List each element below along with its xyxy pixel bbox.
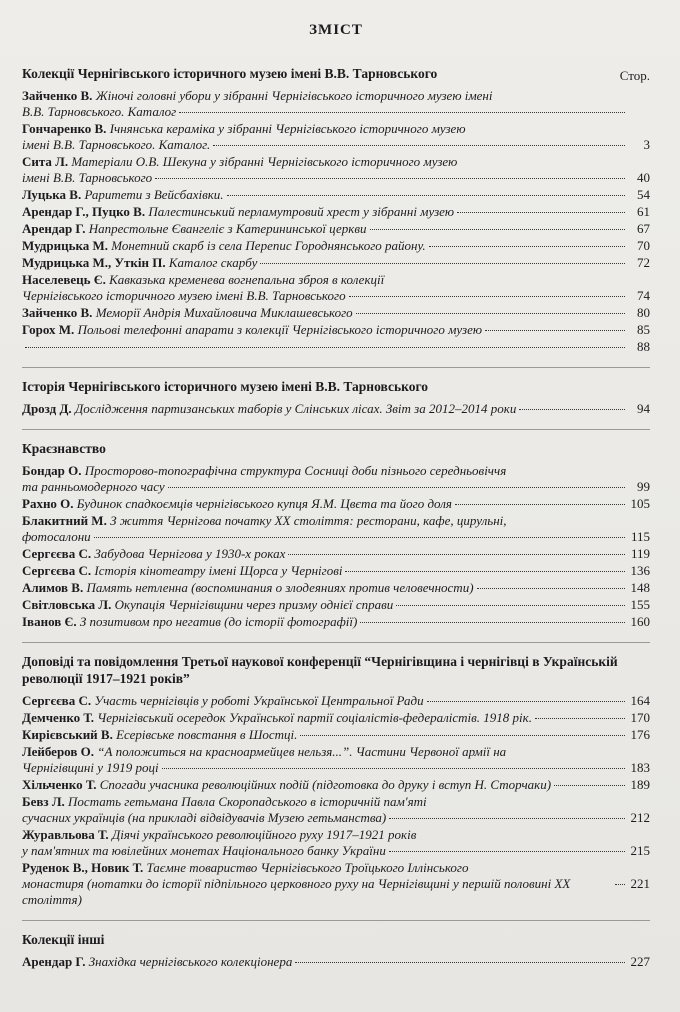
toc-entry[interactable] bbox=[22, 463, 650, 495]
toc-body bbox=[22, 65, 650, 970]
toc-entry-line bbox=[22, 401, 650, 417]
toc-entry-text bbox=[22, 121, 465, 137]
entry-author: Сергєєва С. bbox=[22, 563, 92, 578]
entry-page-number: 99 bbox=[637, 479, 650, 494]
dot-leader bbox=[360, 622, 625, 623]
entry-page-number: 85 bbox=[637, 322, 650, 337]
entry-title: Меморії Андрія Михайловича Миклашевського bbox=[95, 305, 353, 320]
entry-title: Палестинський перламутровий хрест у зібранні музею bbox=[148, 204, 455, 219]
toc-section bbox=[22, 440, 650, 630]
entry-title: Постать гетьмана Павла Скоропадського в історичній пам'яті bbox=[68, 794, 427, 809]
toc-entry[interactable] bbox=[22, 546, 650, 562]
toc-entry-text bbox=[22, 187, 224, 203]
dot-leader bbox=[389, 818, 625, 819]
toc-entry-text bbox=[22, 777, 551, 793]
dot-leader bbox=[455, 504, 625, 505]
entry-title: Спогади учасника революційних подій (підготовка до друку і вступ Н. Сторчаки) bbox=[99, 777, 552, 792]
toc-entry[interactable] bbox=[22, 322, 650, 338]
entry-page-number: 40 bbox=[637, 170, 650, 185]
dot-leader bbox=[427, 701, 625, 702]
entry-title: Будинок спадкоємців чернігівського купця Я.М. Цвєта та його доля bbox=[76, 496, 452, 511]
toc-entry[interactable] bbox=[22, 401, 650, 417]
entry-title: Ічнянська кераміка у зібранні Чернігівського історичного музею bbox=[109, 121, 466, 136]
entry-title: Память нетленна (воспоминания о злодеяниях против человечности) bbox=[86, 580, 474, 595]
entry-author: Лейберов О. bbox=[22, 744, 94, 759]
dot-leader bbox=[349, 296, 625, 297]
entry-page-number: 183 bbox=[630, 760, 650, 775]
entry-title: З позитивом про негатив (до історії фотографії) bbox=[79, 614, 358, 629]
entry-page-number: 221 bbox=[630, 876, 650, 891]
section-heading bbox=[22, 378, 650, 395]
entry-author: Журавльова Т. bbox=[22, 827, 109, 842]
toc-entry-line bbox=[22, 305, 650, 321]
dot-leader bbox=[389, 851, 625, 852]
toc-entry-text bbox=[22, 860, 469, 876]
toc-entry[interactable] bbox=[22, 272, 650, 304]
toc-entry-line bbox=[22, 221, 650, 237]
entry-title: Участь чернігівців у роботі Української Центральної Ради bbox=[94, 693, 424, 708]
entry-title: Жіночі головні убори у зібранні Чернігівського історичного музею імені bbox=[95, 88, 493, 103]
toc-entry-line bbox=[22, 727, 650, 743]
toc-entry[interactable] bbox=[22, 597, 650, 613]
entry-title-continuation: імені В.В. Тарновського bbox=[22, 170, 153, 185]
section-divider bbox=[22, 367, 650, 368]
entry-title: Монетний скарб із села Перепис Городнянського району. bbox=[111, 238, 426, 253]
entry-page-number: 215 bbox=[630, 843, 650, 858]
entry-page-number: 155 bbox=[630, 597, 650, 612]
entry-title-continuation: монастиря (нотатки до історії підпільного церковного руху на Чернігівщині у першій половині XX століття) bbox=[22, 876, 571, 907]
entry-title: Історія кінотеатру імені Щорса у Чернігові bbox=[94, 563, 343, 578]
entry-author: Сита Л. bbox=[22, 154, 69, 169]
toc-entry-text bbox=[22, 827, 416, 843]
toc-entry[interactable] bbox=[22, 513, 650, 545]
toc-entry-line bbox=[22, 104, 650, 120]
dot-leader bbox=[356, 313, 625, 314]
section-heading-text: Краєзнавство bbox=[22, 441, 106, 456]
toc-entry-text bbox=[22, 513, 507, 529]
toc-entry-line bbox=[22, 777, 650, 793]
toc-entry-line bbox=[22, 597, 650, 613]
toc-entry[interactable] bbox=[22, 827, 650, 859]
dot-leader bbox=[300, 735, 625, 736]
dot-leader bbox=[168, 487, 625, 488]
toc-entry[interactable] bbox=[22, 154, 650, 186]
toc-entry-line bbox=[22, 876, 650, 908]
entry-author: Арендар Г. bbox=[22, 954, 86, 969]
entry-title: Чернігівський осередок Української партії соціалістів-федералістів. 1918 рік. bbox=[97, 710, 532, 725]
dot-leader bbox=[535, 718, 625, 719]
toc-entry-text bbox=[22, 744, 506, 760]
toc-entry-line bbox=[22, 121, 650, 137]
section-heading-text: Історія Чернігівського історичного музею імені В.В. Тарновського bbox=[22, 379, 428, 394]
toc-entry-line bbox=[22, 580, 650, 596]
toc-entry-text bbox=[22, 272, 384, 288]
toc-section bbox=[22, 65, 650, 355]
toc-entry-line bbox=[22, 479, 650, 495]
toc-entry-line bbox=[22, 827, 650, 843]
entry-page-number: 170 bbox=[630, 710, 650, 725]
entry-author: Руденок В., Новик Т. bbox=[22, 860, 144, 875]
toc-entry[interactable] bbox=[22, 954, 650, 970]
toc-entry-text bbox=[22, 597, 393, 613]
toc-entry-line bbox=[22, 137, 650, 153]
page-title: ЗМІСТ bbox=[309, 22, 363, 38]
toc-entry[interactable] bbox=[22, 693, 650, 709]
toc-entry[interactable] bbox=[22, 255, 650, 271]
entry-author: Луцька В. bbox=[22, 187, 82, 202]
entry-author: Рахно О. bbox=[22, 496, 74, 511]
dot-leader bbox=[554, 785, 625, 786]
toc-entry[interactable] bbox=[22, 305, 650, 321]
toc-entry-line bbox=[22, 187, 650, 203]
entry-title: Раритети з Вейсбахівки. bbox=[84, 187, 224, 202]
toc-entry-line bbox=[22, 693, 650, 709]
entry-title: Польові телефонні апарати з колекції Чернігівського історичного музею bbox=[77, 322, 483, 337]
toc-entry-text bbox=[22, 88, 492, 104]
entry-title-continuation: фотосалони bbox=[22, 529, 91, 544]
toc-entry-line bbox=[22, 810, 650, 826]
toc-entry-line bbox=[22, 563, 650, 579]
toc-entry-text bbox=[22, 563, 342, 579]
dot-leader bbox=[288, 554, 625, 555]
entry-page-number: 67 bbox=[637, 221, 650, 236]
toc-entry-text bbox=[22, 305, 353, 321]
toc-entry-line bbox=[22, 546, 650, 562]
dot-leader bbox=[396, 605, 625, 606]
toc-entry[interactable] bbox=[22, 339, 650, 355]
entry-author: Зайченко В. bbox=[22, 305, 93, 320]
toc-entry-text bbox=[22, 255, 257, 271]
dot-leader bbox=[213, 145, 625, 146]
entry-page-number: 164 bbox=[630, 693, 650, 708]
toc-entry[interactable] bbox=[22, 496, 650, 512]
toc-entry[interactable] bbox=[22, 238, 650, 254]
entry-author: Іванов Є. bbox=[22, 614, 77, 629]
toc-entry[interactable] bbox=[22, 860, 650, 908]
toc-entry-line bbox=[22, 255, 650, 271]
dot-leader bbox=[485, 330, 625, 331]
entry-title: Просторово-топографічна структура Сосниці доби пізнього середньовіччя bbox=[84, 463, 507, 478]
toc-entry-text bbox=[22, 727, 297, 743]
dot-leader bbox=[162, 768, 625, 769]
entry-title-continuation: імені В.В. Тарновського. Каталог. bbox=[22, 137, 211, 152]
toc-entry-line bbox=[22, 204, 650, 220]
entry-title: Дослідження партизанських таборів у Слінських лісах. Звіт за 2012–2014 роки bbox=[74, 401, 517, 416]
entry-page-number: 72 bbox=[637, 255, 650, 270]
dot-leader bbox=[94, 537, 625, 538]
toc-entry-text bbox=[22, 546, 285, 562]
entry-page-number: 176 bbox=[630, 727, 650, 742]
toc-entry-line bbox=[22, 529, 650, 545]
entry-page-number: 160 bbox=[630, 614, 650, 629]
entry-page-number: 74 bbox=[637, 288, 650, 303]
entry-title: Каталог скарбу bbox=[168, 255, 258, 270]
toc-entry[interactable] bbox=[22, 727, 650, 743]
entry-author: Хільченко Т. bbox=[22, 777, 97, 792]
entry-page-number: 227 bbox=[630, 954, 650, 969]
entry-author: Арендар Г. bbox=[22, 221, 86, 236]
entry-author: Гончаренко В. bbox=[22, 121, 107, 136]
entry-author: Демченко Т. bbox=[22, 710, 95, 725]
entry-author: Блакитний М. bbox=[22, 513, 107, 528]
toc-entry-line bbox=[22, 288, 650, 304]
toc-entry[interactable] bbox=[22, 580, 650, 596]
entry-author: Світловська Л. bbox=[22, 597, 112, 612]
section-heading bbox=[22, 653, 650, 687]
toc-entry-text bbox=[22, 614, 357, 630]
toc-entry-text bbox=[22, 221, 367, 237]
toc-entry-line bbox=[22, 463, 650, 479]
dot-leader bbox=[519, 409, 625, 410]
toc-entry-line bbox=[22, 170, 650, 186]
toc-entry[interactable] bbox=[22, 88, 650, 120]
toc-entry-text bbox=[22, 463, 506, 479]
entry-page-number: 212 bbox=[630, 810, 650, 825]
entry-author: Арендар Г., Пуцко В. bbox=[22, 204, 146, 219]
section-heading-text: Колекції інші bbox=[22, 932, 105, 947]
toc-entry-line bbox=[22, 88, 650, 104]
entry-title-continuation: В.В. Тарновського. Каталог bbox=[22, 104, 177, 119]
entry-author: Дрозд Д. bbox=[22, 401, 72, 416]
entry-title: Напрестольне Євангеліє з Катерининської церкви bbox=[88, 221, 367, 236]
toc-entry-line bbox=[22, 238, 650, 254]
toc-entry[interactable] bbox=[22, 221, 650, 237]
dot-leader bbox=[615, 884, 625, 885]
entry-title: Есерівське повстання в Шостці. bbox=[116, 727, 298, 742]
dot-leader bbox=[457, 212, 625, 213]
toc-section bbox=[22, 653, 650, 908]
toc-entry-text bbox=[22, 794, 427, 810]
toc-entry-line bbox=[22, 322, 650, 338]
toc-entry-text bbox=[22, 322, 482, 338]
section-heading bbox=[22, 931, 650, 948]
entry-title: Матеріали О.В. Шекуна у зібранні Чернігівського історичного музею bbox=[71, 154, 458, 169]
entry-title-continuation: Чернігівщині у 1919 році bbox=[22, 760, 159, 775]
toc-entry-text bbox=[22, 954, 292, 970]
entry-page-number: 80 bbox=[637, 305, 650, 320]
entry-author: Алимов В. bbox=[22, 580, 84, 595]
entry-title: Окупація Чернігівщини через призму однієї справи bbox=[114, 597, 394, 612]
entry-title: Кавказька кременева вогнепальна зброя в колекції bbox=[109, 272, 385, 287]
toc-entry[interactable] bbox=[22, 777, 650, 793]
toc-entry-line bbox=[22, 272, 650, 288]
entry-title-continuation: у пам'ятних та ювілейних монетах Національного банку України bbox=[22, 843, 386, 858]
dot-leader bbox=[345, 571, 625, 572]
entry-title-continuation: та ранньомодерного часу bbox=[22, 479, 165, 494]
entry-page-number: 189 bbox=[630, 777, 650, 792]
toc-entry-line bbox=[22, 843, 650, 859]
entry-author: Населевець Є. bbox=[22, 272, 106, 287]
section-divider bbox=[22, 642, 650, 643]
entry-author: Мудрицька М. bbox=[22, 238, 109, 253]
entry-page-number: 70 bbox=[637, 238, 650, 253]
section-heading bbox=[22, 440, 650, 457]
toc-entry[interactable] bbox=[22, 794, 650, 826]
toc-entry[interactable] bbox=[22, 204, 650, 220]
toc-entry-line bbox=[22, 339, 650, 355]
entry-author: Бевз Л. bbox=[22, 794, 65, 809]
entry-title-continuation: Чернігівського історичного музею імені В.В. Тарновського bbox=[22, 288, 346, 303]
entry-title-continuation: сучасних українців (на прикладі відвідувачів Музею гетьманства) bbox=[22, 810, 387, 825]
toc-entry-line bbox=[22, 744, 650, 760]
dot-leader bbox=[370, 229, 625, 230]
entry-page-number: 88 bbox=[637, 339, 650, 354]
section-divider bbox=[22, 429, 650, 430]
toc-entry-line bbox=[22, 760, 650, 776]
section-heading-text: Доповіді та повідомлення Третьої наукової конференції “Чернігівщина і чернігівці в Українській революції 1917–1921 років” bbox=[22, 654, 618, 686]
toc-entry[interactable] bbox=[22, 563, 650, 579]
entry-author: Зайченко В. bbox=[22, 88, 93, 103]
entry-title: З життя Чернігова початку XX століття: ресторани, кафе, цирульні, bbox=[110, 513, 507, 528]
toc-entry-line bbox=[22, 496, 650, 512]
entry-page-number: 136 bbox=[630, 563, 650, 578]
dot-leader bbox=[25, 347, 625, 348]
dot-leader bbox=[477, 588, 625, 589]
section-heading-text: Колекції Чернігівського історичного музею імені В.В. Тарновського bbox=[22, 66, 438, 81]
toc-section bbox=[22, 378, 650, 417]
toc-entry-text bbox=[22, 693, 424, 709]
toc-section bbox=[22, 931, 650, 970]
toc-entry-text bbox=[22, 401, 516, 417]
entry-author: Бондар О. bbox=[22, 463, 82, 478]
toc-entry-line bbox=[22, 710, 650, 726]
entry-page-number: 105 bbox=[630, 496, 650, 511]
toc-entry[interactable] bbox=[22, 614, 650, 630]
entry-title: “А положиться на красноармейцев нельзя...”. Частини Червоної армії на bbox=[97, 744, 507, 759]
toc-entry-text bbox=[22, 496, 452, 512]
entry-title: Знахідка чернігівського колекціонера bbox=[88, 954, 293, 969]
dot-leader bbox=[295, 962, 625, 963]
entry-author: Сергєєва С. bbox=[22, 693, 92, 708]
entry-author: Кирієвський В. bbox=[22, 727, 113, 742]
entry-page-number: 3 bbox=[643, 137, 650, 152]
toc-entry-text bbox=[22, 204, 454, 220]
entry-page-number: 94 bbox=[637, 401, 650, 416]
dot-leader bbox=[429, 246, 625, 247]
entry-author: Горох М. bbox=[22, 322, 75, 337]
toc-entry[interactable] bbox=[22, 744, 650, 776]
dot-leader bbox=[260, 263, 625, 264]
toc-entry-line bbox=[22, 954, 650, 970]
toc-entry[interactable] bbox=[22, 187, 650, 203]
entry-title: Забудова Чернігова у 1930-х роках bbox=[94, 546, 286, 561]
page-column-label: Стор. bbox=[619, 68, 650, 83]
entry-title: Таємне товариство Чернігівського Троїцького Іллінського bbox=[146, 860, 469, 875]
toc-entry-line bbox=[22, 614, 650, 630]
dot-leader bbox=[227, 195, 625, 196]
section-heading bbox=[22, 65, 650, 82]
toc-entry-text bbox=[22, 580, 474, 596]
toc-entry-line bbox=[22, 154, 650, 170]
toc-entry-line bbox=[22, 794, 650, 810]
toc-entry-line bbox=[22, 860, 650, 876]
dot-leader bbox=[155, 178, 625, 179]
toc-entry-text bbox=[22, 154, 457, 170]
toc-entry[interactable] bbox=[22, 710, 650, 726]
toc-entry-line bbox=[22, 513, 650, 529]
toc-entry-text bbox=[22, 710, 532, 726]
entry-page-number: 115 bbox=[630, 529, 650, 544]
entry-page-number: 148 bbox=[630, 580, 650, 595]
dot-leader bbox=[179, 112, 625, 113]
section-divider bbox=[22, 920, 650, 921]
toc-entry-text bbox=[22, 238, 426, 254]
entry-title: Діячі українського революційного руху 1917–1921 років bbox=[111, 827, 417, 842]
entry-author: Сергєєва С. bbox=[22, 546, 92, 561]
entry-page-number: 61 bbox=[637, 204, 650, 219]
entry-page-number: 119 bbox=[630, 546, 650, 561]
entry-page-number: 54 bbox=[637, 187, 650, 202]
toc-entry[interactable] bbox=[22, 121, 650, 153]
entry-author: Мудрицька М., Уткін П. bbox=[22, 255, 166, 270]
